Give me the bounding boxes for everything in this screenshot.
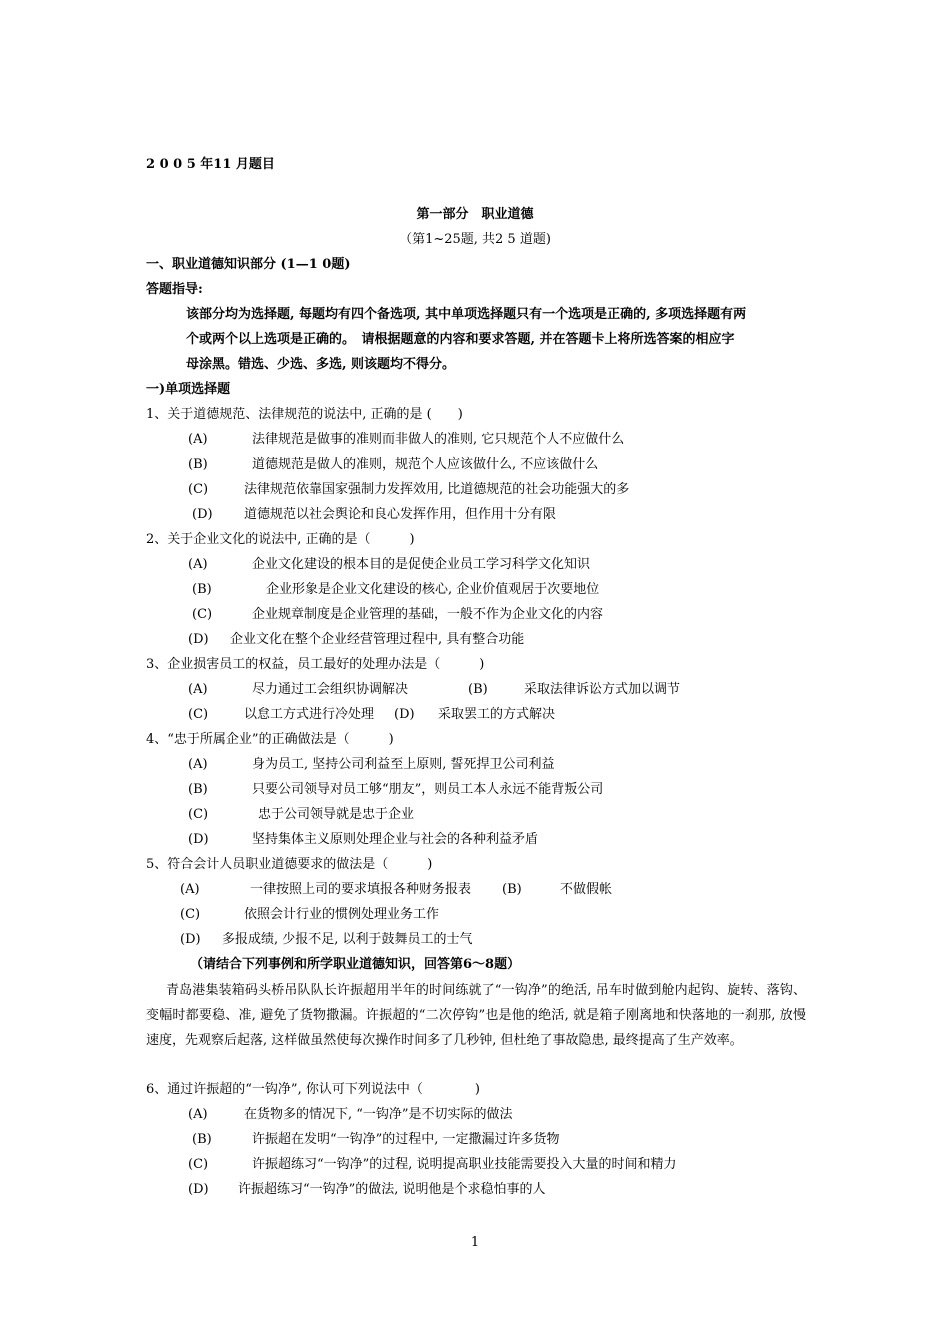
q5-option-a-label: (A) xyxy=(180,882,200,897)
q4-option-b-text: 只要公司领导对员工够“朋友”，则员工本人永远不能背叛公司 xyxy=(252,782,604,797)
q6-option-c-label: (C) xyxy=(188,1157,209,1172)
q5-option-c-text: 依照会计行业的惯例处理业务工作 xyxy=(244,907,440,922)
q1-option-a-text: 法律规范是做事的准则而非做人的准则, 它只规范个人不应做什么 xyxy=(252,432,625,447)
question-6-stem: 6、通过许振超的“一钩净”, 你认可下列说法中（ ) xyxy=(146,1082,480,1097)
part-range: （第1~25题, 共2 5 道题) xyxy=(399,232,551,247)
q6-option-b-label: (B) xyxy=(192,1132,212,1147)
q4-option-d-text: 坚持集体主义原则处理企业与社会的各种利益矛盾 xyxy=(252,832,539,847)
q3-option-b-text: 采取法律诉讼方式加以调节 xyxy=(524,682,681,697)
case-paragraph: 青岛港集装箱码头桥吊队队长许振超用半年的时间练就了“一钩净”的绝活, 吊车时做到舱内起钩、旋转、落钩、变幅时都要稳、准, 避免了货物撒漏。许振超的“二次停钩”也是他的绝活, 就是箱子刚离地和快落地的一刹那, 放慢速度，先观察后起落, 这样做虽然使每次操作时间多了几秒钟, 但杜绝了事故隐患, 最终提高了生产效率。 xyxy=(146,983,806,1048)
q6-option-a-text: 在货物多的情况下, “一钩净”是不切实际的做法 xyxy=(244,1107,513,1122)
q2-option-b-text: 企业形象是企业文化建设的核心, 企业价值观居于次要地位 xyxy=(266,582,600,597)
single-choice-heading: 一)单项选择题 xyxy=(146,382,231,397)
q3-option-c-text: 以怠工方式进行冷处理 xyxy=(244,707,375,722)
q3-option-a-text: 尽力通过工会组织协调解决 xyxy=(252,682,409,697)
question-5-stem: 5、符合会计人员职业道德要求的做法是（ ) xyxy=(146,857,433,872)
q6-option-d-text: 许振超练习“一钩净”的做法, 说明他是个求稳怕事的人 xyxy=(238,1182,546,1197)
case-instruction: （请结合下列事例和所学职业道德知识，回答第6～8题） xyxy=(190,957,521,972)
exam-title: 2 0 0 5 年11 月题目 xyxy=(146,157,275,172)
question-2-stem: 2、关于企业文化的说法中, 正确的是（ ) xyxy=(146,532,415,547)
q2-option-b-label: (B) xyxy=(192,582,212,597)
question-1-stem: 1、关于道德规范、法律规范的说法中, 正确的是 ( ) xyxy=(146,407,463,422)
q6-option-a-label: (A) xyxy=(188,1107,208,1122)
q6-option-c-text: 许振超练习“一钩净”的过程, 说明提高职业技能需要投入大量的时间和精力 xyxy=(252,1157,677,1172)
q2-option-c-label: (C) xyxy=(192,607,213,622)
q1-option-d-text: 道德规范以社会舆论和良心发挥作用，但作用十分有限 xyxy=(244,507,557,522)
q3-option-d-label: (D) xyxy=(394,707,415,722)
q2-option-d-text: 企业文化在整个企业经营管理过程中, 具有整合功能 xyxy=(230,632,525,647)
q4-option-a-text: 身为员工, 坚持公司利益至上原则, 誓死捍卫公司利益 xyxy=(252,757,555,772)
q4-option-c-label: (C) xyxy=(188,807,209,822)
section-heading: 一、职业道德知识部分 (1—1 0题) xyxy=(146,257,351,272)
q1-option-b-text: 道德规范是做人的准则，规范个人应该做什么, 不应该做什么 xyxy=(252,457,599,472)
q1-option-a-label: (A) xyxy=(188,432,208,447)
q2-option-a-text: 企业文化建设的根本目的是促使企业员工学习科学文化知识 xyxy=(252,557,591,572)
q4-option-a-label: (A) xyxy=(188,757,208,772)
q3-option-c-label: (C) xyxy=(188,707,209,722)
q1-option-d-label: (D) xyxy=(192,507,213,522)
q5-option-c-label: (C) xyxy=(180,907,201,922)
q1-option-b-label: (B) xyxy=(188,457,208,472)
question-3-stem: 3、企业损害员工的权益，员工最好的处理办法是（ ) xyxy=(146,657,485,672)
q3-option-a-label: (A) xyxy=(188,682,208,697)
q1-option-c-text: 法律规范依靠国家强制力发挥效用, 比道德规范的社会功能强大的多 xyxy=(244,482,630,497)
q6-option-d-label: (D) xyxy=(188,1182,209,1197)
q5-option-d-text: 多报成绩, 少报不足, 以利于鼓舞员工的士气 xyxy=(222,932,473,947)
q1-option-c-label: (C) xyxy=(188,482,209,497)
part-title: 第一部分 职业道德 xyxy=(416,207,534,222)
q4-option-d-label: (D) xyxy=(188,832,209,847)
q3-option-d-text: 采取罢工的方式解决 xyxy=(438,707,556,722)
q4-option-b-label: (B) xyxy=(188,782,208,797)
page-number: 1 xyxy=(470,1235,480,1250)
q5-option-d-label: (D) xyxy=(180,932,201,947)
q6-option-b-text: 许振超在发明“一钩净”的过程中, 一定撒漏过许多货物 xyxy=(252,1132,560,1147)
q3-option-b-label: (B) xyxy=(468,682,488,697)
guide-label: 答题指导: xyxy=(146,282,203,297)
q5-option-b-text: 不做假帐 xyxy=(560,882,613,897)
q4-option-c-text: 忠于公司领导就是忠于企业 xyxy=(258,807,415,822)
q2-option-c-text: 企业规章制度是企业管理的基础，一般不作为企业文化的内容 xyxy=(252,607,604,622)
question-4-stem: 4、“忠于所属企业”的正确做法是（ ) xyxy=(146,732,394,747)
q5-option-b-label: (B) xyxy=(502,882,522,897)
guide-line-3: 母涂黑。错选、少选、多选, 则该题均不得分。 xyxy=(186,357,456,372)
q5-option-a-text: 一律按照上司的要求填报各种财务报表 xyxy=(250,882,472,897)
guide-line-2: 个或两个以上选项是正确的。 请根据题意的内容和要求答题, 并在答题卡上将所选答案的相应字 xyxy=(186,332,735,347)
q2-option-d-label: (D) xyxy=(188,632,209,647)
guide-line-1: 该部分均为选择题, 每题均有四个备选项, 其中单项选择题只有一个选项是正确的, 多项选择题有两 xyxy=(186,307,747,322)
q2-option-a-label: (A) xyxy=(188,557,208,572)
